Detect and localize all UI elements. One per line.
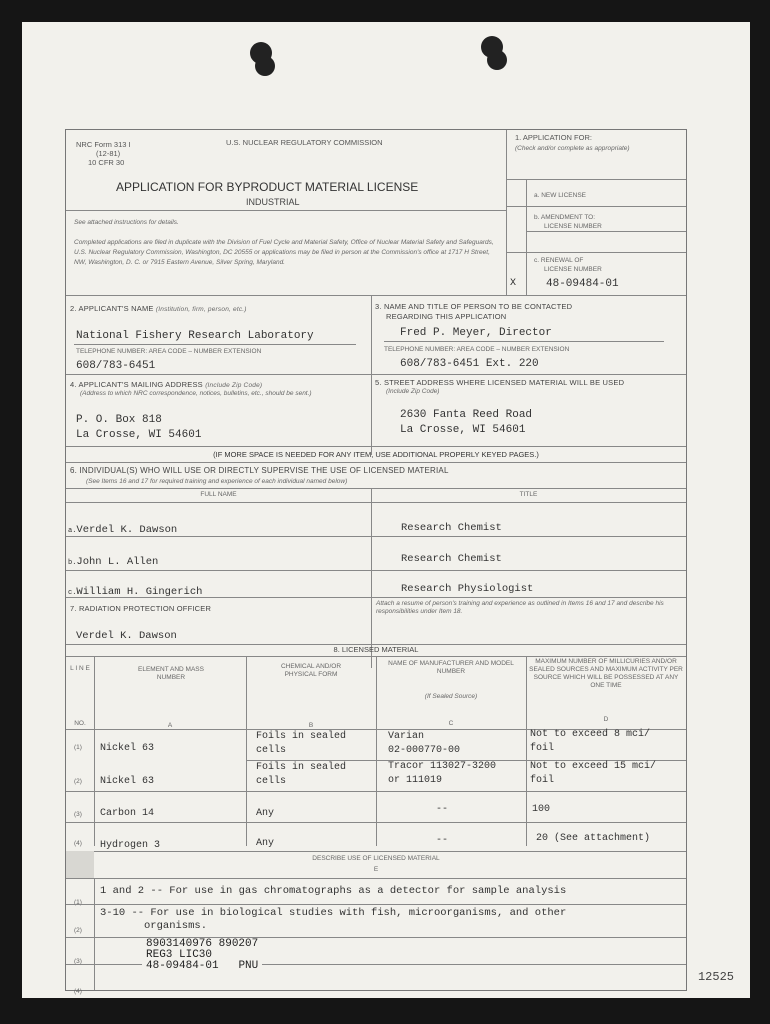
col-no-header: NO. (74, 720, 86, 727)
col-chemical-letter: B (308, 722, 314, 729)
form-title: APPLICATION FOR BYPRODUCT MATERIAL LICENSE (116, 180, 419, 194)
license-application-form (65, 129, 687, 995)
mailing-note: (Address to which NRC correspondence, notices, bulletins, etc., should be sent.) (80, 390, 312, 397)
application-for-label: 1. APPLICATION FOR: (515, 133, 592, 142)
use-row-text: 3-10 -- For use in biological studies with fish, microorganisms, and other (100, 907, 567, 919)
material-max: foil (530, 743, 555, 754)
rpo-note: Attach a resume of person's training and experience as outlined in Items 16 and 17 and describe his responsibilities under Item 18. (376, 600, 664, 615)
microfilm-stamp: 8903140976 890207 REG3 LIC30 48-09484-01 PNU (142, 938, 262, 973)
col-element-letter: A (167, 722, 173, 729)
material-max: foil (530, 775, 555, 786)
mailing-line-1: P. O. Box 818 (76, 414, 162, 426)
use-row-text: organisms. (144, 920, 208, 932)
individual-title: Research Chemist (401, 522, 502, 534)
material-max: 100 (532, 804, 551, 815)
form-subtitle: INDUSTRIAL (246, 197, 300, 207)
mailing-line-2: La Crosse, WI 54601 (76, 429, 202, 441)
contact-label: 3. NAME AND TITLE OF PERSON TO BE CONTACTED (375, 302, 573, 311)
material-manufacturer: or 111019 (388, 775, 443, 786)
individual-title: Research Physiologist (401, 583, 534, 595)
use-row-no: (3) (74, 958, 82, 965)
contact-name-title: Fred P. Meyer, Director (400, 327, 552, 339)
material-form: Foils in sealed (256, 762, 347, 773)
material-manufacturer: 02-000770-00 (388, 745, 461, 756)
material-manufacturer: -- (436, 835, 449, 846)
material-manufacturer: Varian (388, 731, 425, 742)
street-line-1: 2630 Fanta Reed Road (400, 409, 533, 421)
material-manufacturer: Tracor 113027-3200 (388, 761, 497, 772)
individual-title: Research Chemist (401, 553, 502, 565)
contact-phone-label: TELEPHONE NUMBER: AREA CODE – NUMBER EXTENSION (384, 346, 570, 353)
form-date: (12-81) (96, 149, 121, 158)
material-max: Not to exceed 8 mci/ (530, 729, 651, 740)
use-label: DESCRIBE USE OF LICENSED MATERIAL (312, 855, 440, 862)
material-row-no: (3) (74, 811, 82, 818)
individual-row: a.Verdel K. Dawson (68, 524, 178, 536)
individuals-label: 6. INDIVIDUAL(S) WHO WILL USE OR DIRECTLY SUPERVISE THE USE OF LICENSED MATERIAL (70, 466, 449, 475)
individual-row: c.William H. Gingerich (68, 586, 203, 598)
individual-row: b.John L. Allen (68, 556, 159, 568)
col-line-header: L I N E (70, 665, 90, 672)
material-row-no: (4) (74, 840, 82, 847)
renewal-checkbox[interactable]: X (510, 278, 517, 289)
material-element: Nickel 63 (100, 743, 155, 754)
material-max: Not to exceed 15 mci/ (530, 761, 657, 772)
col-manufacturer-header: NAME OF MANUFACTURER AND MODEL NUMBER (388, 660, 514, 675)
use-letter: E (373, 866, 379, 873)
material-form: Foils in sealed (256, 731, 347, 742)
material-form: Any (256, 838, 275, 849)
more-space-note: (IF MORE SPACE IS NEEDED FOR ANY ITEM, USE ADDITIONAL PROPERLY KEYED PAGES.) (213, 450, 539, 459)
licensed-material-label: 8. LICENSED MATERIAL (333, 645, 419, 654)
option-amendment-license-number: LICENSE NUMBER (544, 223, 602, 230)
binder-hole (255, 56, 275, 76)
use-row-no: (1) (74, 899, 82, 906)
use-row-no: (4) (74, 988, 82, 995)
shaded-cell (66, 851, 94, 879)
col-manufacturer-note: (If Sealed Source) (424, 693, 478, 700)
material-manufacturer: -- (436, 804, 449, 815)
material-form: cells (256, 776, 287, 787)
individuals-col-title: TITLE (519, 491, 538, 498)
form-cfr: 10 CFR 30 (88, 158, 125, 167)
col-manufacturer-letter: C (448, 720, 454, 727)
col-max-letter: D (603, 716, 609, 723)
applicant-name-label: 2. APPLICANT'S NAME (Institution, firm, person, etc.) (70, 304, 247, 313)
agency-name: U.S. NUCLEAR REGULATORY COMMISSION (226, 138, 383, 147)
option-renewal-license-number: LICENSE NUMBER (544, 266, 602, 273)
applicant-phone-label: TELEPHONE NUMBER: AREA CODE – NUMBER EXTENSION (76, 348, 262, 355)
binder-hole (487, 50, 507, 70)
instructions-note: See attached instructions for details. (74, 219, 179, 226)
mailing-label: 4. APPLICANT'S MAILING ADDRESS (Include Zip Code) (70, 380, 263, 389)
application-for-note: (Check and/or complete as appropriate) (515, 145, 630, 152)
form-number: NRC Form 313 I (76, 140, 131, 149)
street-line-2: La Crosse, WI 54601 (400, 424, 526, 436)
col-max-header: MAXIMUM NUMBER OF MILLICURIES AND/OR SEALED SOURCES AND MAXIMUM ACTIVITY PER SOURCE WHICH WILL BE POSSESSED AT ANY ONE TIME (529, 658, 683, 689)
material-row-no: (2) (74, 778, 82, 785)
street-label-note: (Include Zip Code) (386, 388, 440, 395)
filing-note: Completed applications are filed in duplicate with the Division of Fuel Cycle and Material Safety, Office of Nuclear Material Safety and Safeguards, U.S. Nuclear Regulatory Commission, Washington, DC 20555 or applications may be filed in person at the Commission's office at 1717 H Street, NW, Washington, D. C. or 7915 Eastern Avenue, Silver Spring, Maryland. (74, 239, 494, 266)
individuals-col-name: FULL NAME (200, 491, 237, 498)
option-amendment: b. AMENDMENT TO: (534, 214, 596, 221)
use-row-no: (2) (74, 927, 82, 934)
contact-phone: 608/783-6451 Ext. 220 (400, 358, 539, 370)
material-form: Any (256, 808, 275, 819)
col-chemical-header: CHEMICAL AND/OR PHYSICAL FORM (280, 663, 342, 678)
rpo-name: Verdel K. Dawson (76, 630, 177, 642)
page-number: 12525 (697, 970, 734, 984)
street-label: 5. STREET ADDRESS WHERE LICENSED MATERIAL WILL BE USED (375, 378, 625, 387)
individuals-note: (See Items 16 and 17 for required training and experience of each individual named below) (86, 478, 348, 485)
option-renewal: c. RENEWAL OF (534, 257, 584, 264)
material-element: Hydrogen 3 (100, 840, 161, 851)
use-row-text: 1 and 2 -- For use in gas chromatographs as a detector for sample analysis (100, 885, 567, 897)
material-element: Nickel 63 (100, 776, 155, 787)
option-new-license: a. NEW LICENSE (534, 192, 587, 199)
applicant-phone: 608/783-6451 (76, 360, 156, 372)
renewal-license-number: 48-09484-01 (546, 278, 619, 290)
contact-label-2: REGARDING THIS APPLICATION (386, 312, 507, 321)
material-form: cells (256, 745, 287, 756)
rpo-label: 7. RADIATION PROTECTION OFFICER (70, 604, 212, 613)
material-max: 20 (See attachment) (536, 833, 651, 844)
applicant-name: National Fishery Research Laboratory (76, 330, 314, 342)
material-row-no: (1) (74, 744, 82, 751)
col-element-header: ELEMENT AND MASS NUMBER (138, 666, 204, 681)
material-element: Carbon 14 (100, 808, 155, 819)
